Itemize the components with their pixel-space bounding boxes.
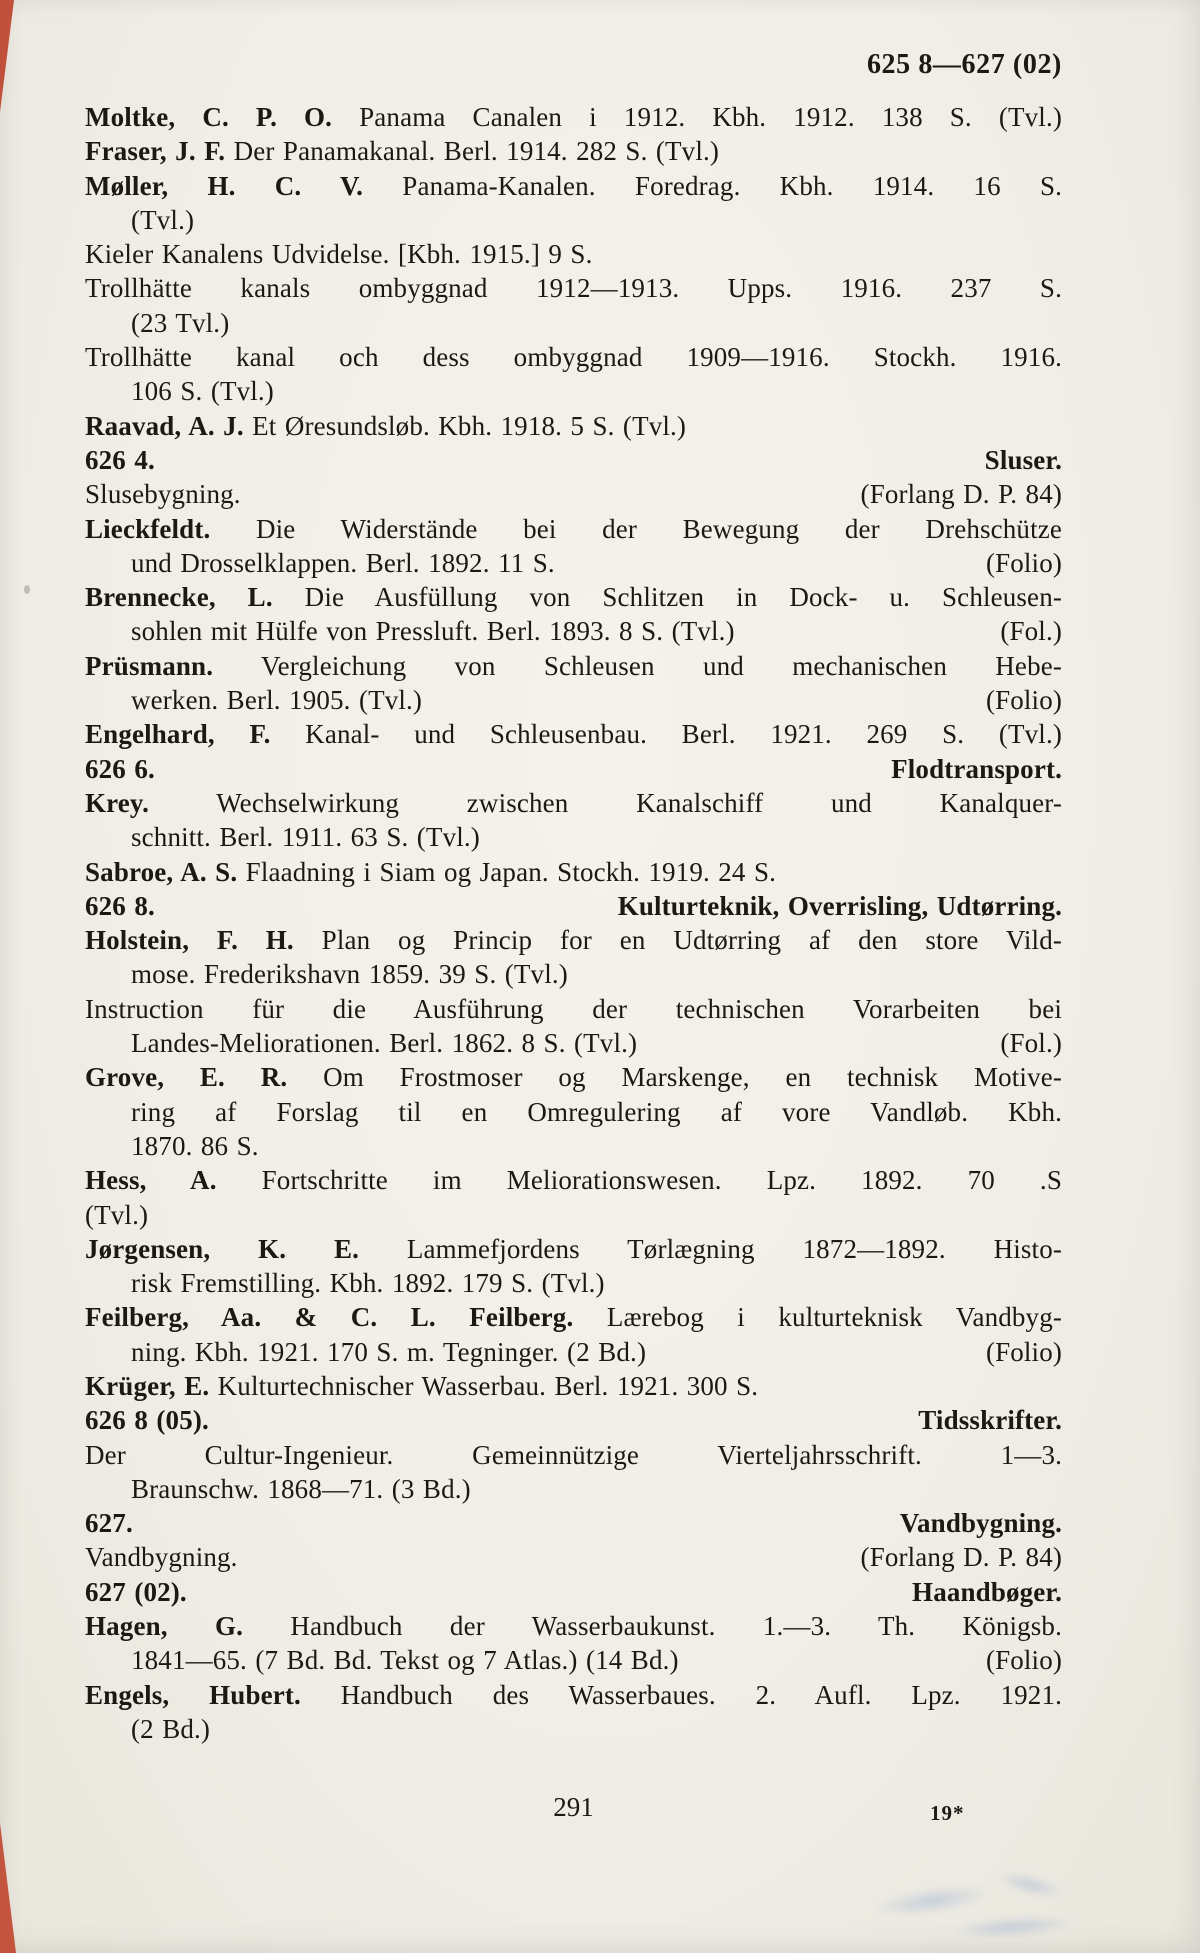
entry-line xyxy=(85,786,1062,820)
scan-artifact-blue-ink xyxy=(871,1880,993,1922)
entry-line xyxy=(85,1369,1062,1403)
entry-line xyxy=(85,1438,1062,1472)
author-name: Engelhard, F. xyxy=(85,719,271,750)
entry-line xyxy=(85,546,1062,580)
entry-text: (2 Bd.) xyxy=(131,1713,211,1744)
entry-text: Die Ausfüllung von Schlitzen in Dock- u. Schleusen- xyxy=(272,582,1062,613)
entry-line xyxy=(85,957,1062,991)
entry-text: Om Frostmoser og Marskenge, en technisk Motive- xyxy=(287,1062,1063,1093)
format-note: (Folio) xyxy=(985,1336,1062,1367)
section-title: Flodtransport. xyxy=(891,753,1062,784)
entry-line xyxy=(85,1300,1062,1334)
entry-text: Die Widerstände bei der Bewegung der Drehschütze xyxy=(210,513,1062,544)
entry-line xyxy=(85,992,1062,1026)
classmark-header: 625 8—627 (02) xyxy=(866,49,1062,80)
entry-text: Landes-Meliorationen. Berl. 1862. 8 S. (Tvl.) xyxy=(131,1028,638,1059)
entry-line xyxy=(85,1232,1062,1266)
section-number: 627. xyxy=(85,1508,133,1539)
format-note: (Folio) xyxy=(985,1645,1062,1676)
author-name: Møller, H. C. V. xyxy=(85,170,364,201)
entry-line xyxy=(85,306,1062,340)
entry-line xyxy=(85,820,1062,854)
entry-line xyxy=(85,409,1062,443)
entry-text: ning. Kbh. 1921. 170 S. m. Tegninger. (2 Bd.) xyxy=(131,1336,647,1367)
entry-text: sohlen mit Hülfe von Pressluft. Berl. 1893. 8 S. (Tvl.) xyxy=(131,616,735,647)
author-name: Sabroe, A. S. xyxy=(85,856,238,887)
format-note: (Forlang D. P. 84) xyxy=(860,1542,1062,1573)
entry-line xyxy=(85,717,1062,751)
entry-text: Flaadning i Siam og Japan. Stockh. 1919. 24 S. xyxy=(237,856,777,887)
section-title: Kulturteknik, Overrisling, Udtørring. xyxy=(617,890,1062,921)
entry-line xyxy=(85,1026,1062,1060)
author-name: Krey. xyxy=(85,787,149,818)
entry-line xyxy=(85,1095,1062,1129)
entry-text: risk Fremstilling. Kbh. 1892. 179 S. (Tvl.) xyxy=(131,1268,605,1299)
section-heading-line xyxy=(85,443,1062,477)
entry-line xyxy=(85,1712,1062,1746)
entry-text: Et Øresundsløb. Kbh. 1918. 5 S. (Tvl.) xyxy=(243,410,687,441)
entry-text: ring af Forslag til en Omregulering af vore Vandløb. Kbh. xyxy=(131,1096,1062,1127)
section-number: 626 8 (05). xyxy=(85,1405,209,1436)
author-name: Engels, Hubert. xyxy=(85,1679,301,1710)
author-name: Hess, A. xyxy=(85,1165,217,1196)
section-title: Sluser. xyxy=(984,444,1062,475)
section-number: 626 6. xyxy=(85,753,155,784)
entry-text: mose. Frederikshavn 1859. 39 S. (Tvl.) xyxy=(131,959,568,990)
entry-line xyxy=(85,374,1062,408)
entry-line xyxy=(85,512,1062,546)
page-number: 291 xyxy=(553,1792,594,1822)
section-heading-line xyxy=(85,889,1062,923)
entry-line xyxy=(85,855,1062,889)
section-heading-line xyxy=(85,1506,1062,1540)
entry-text: Lærebog i kulturteknisk Vandbyg- xyxy=(573,1302,1062,1333)
entry-line xyxy=(85,649,1062,683)
entry-text: Kulturtechnischer Wasserbau. Berl. 1921. 300 S. xyxy=(209,1370,759,1401)
author-name: Lieckfeldt. xyxy=(85,513,211,544)
entry-text: (Tvl.) xyxy=(131,204,195,235)
entry-text: Lammefjordens Tørlægning 1872—1892. Histo- xyxy=(359,1233,1063,1264)
entry-line xyxy=(85,1335,1062,1369)
entry-text: und Drosselklappen. Berl. 1892. 11 S. xyxy=(131,547,555,578)
section-title: Tidsskrifter. xyxy=(918,1405,1062,1436)
entry-line xyxy=(85,1198,1062,1232)
author-name: Holstein, F. H. xyxy=(85,925,294,956)
entry-text: Trollhätte kanals ombyggnad 1912—1913. Upps. 1916. 237 S. xyxy=(85,273,1062,304)
section-heading-line xyxy=(85,1575,1062,1609)
author-name: Hagen, G. xyxy=(85,1611,244,1642)
scan-artifact-top-left xyxy=(0,0,14,112)
author-name: Grove, E. R. xyxy=(85,1062,288,1093)
entry-text: 1870. 86 S. xyxy=(131,1130,259,1161)
author-name: Brennecke, L. xyxy=(85,582,273,613)
entry-text: Slusebygning. xyxy=(85,479,241,510)
scan-artifact-blue-ink xyxy=(947,1911,1078,1942)
section-heading-line xyxy=(85,1403,1062,1437)
entry-text: werken. Berl. 1905. (Tvl.) xyxy=(131,685,423,716)
entry-line xyxy=(85,1678,1062,1712)
entry-text: 106 S. (Tvl.) xyxy=(131,376,274,407)
entry-line xyxy=(85,1163,1062,1197)
entry-line xyxy=(85,271,1062,305)
format-note: (Forlang D. P. 84) xyxy=(860,479,1062,510)
entry-line xyxy=(85,169,1062,203)
entry-line xyxy=(85,237,1062,271)
entry-line xyxy=(85,1609,1062,1643)
format-note: (Folio) xyxy=(985,547,1062,578)
scan-artifact-bottom-left xyxy=(0,1823,16,1953)
entry-text: Der Cultur-Ingenieur. Gemeinnützige Vierteljahrsschrift. 1—3. xyxy=(85,1439,1062,1470)
entry-text: Fortschritte im Meliorationswesen. Lpz. 1892. 70 .S xyxy=(216,1165,1062,1196)
author-name: Moltke, C. P. O. xyxy=(85,102,333,132)
section-title: Haandbøger. xyxy=(912,1576,1062,1607)
section-number: 626 4. xyxy=(85,444,155,475)
entry-text: schnitt. Berl. 1911. 63 S. (Tvl.) xyxy=(131,822,480,853)
entry-text: Handbuch des Wasserbaues. 2. Aufl. Lpz. 1921. xyxy=(300,1679,1062,1710)
entry-text: Der Panamakanal. Berl. 1914. 282 S. (Tvl.) xyxy=(225,136,720,167)
scan-artifact-blue-ink xyxy=(995,1867,1068,1903)
author-name: Raavad, A. J. xyxy=(85,410,244,441)
section-heading-line xyxy=(85,752,1062,786)
entry-line xyxy=(85,1266,1062,1300)
entry-text: Panama-Kanalen. Foredrag. Kbh. 1914. 16 S. xyxy=(363,170,1063,201)
entry-text: 1841—65. (7 Bd. Bd. Tekst og 7 Atlas.) (14 Bd.) xyxy=(131,1645,679,1676)
entry-text: Instruction für die Ausführung der technischen Vorarbeiten bei xyxy=(85,993,1062,1024)
entry-line xyxy=(85,134,1062,168)
entry-text: Kieler Kanalens Udvidelse. [Kbh. 1915.] 9 S. xyxy=(85,239,593,270)
author-name: Prüsmann. xyxy=(85,650,214,681)
entry-line xyxy=(85,100,1062,134)
section-number: 627 (02). xyxy=(85,1576,187,1607)
entry-line xyxy=(85,1129,1062,1163)
section-title: Vandbygning. xyxy=(899,1508,1062,1539)
entry-line xyxy=(85,580,1062,614)
entry-text: Panama Canalen i 1912. Kbh. 1912. 138 S. (Tvl.) xyxy=(332,102,1063,132)
author-name: Fraser, J. F. xyxy=(85,136,226,167)
entry-text: (Tvl.) xyxy=(85,1199,149,1230)
entry-text: Wechselwirkung zwischen Kanalschiff und Kanalquer- xyxy=(149,787,1062,818)
entry-line xyxy=(85,340,1062,374)
entry-text: Plan og Princip for en Udtørring af den store Vild- xyxy=(293,925,1062,956)
entry-line xyxy=(85,683,1062,717)
entry-line xyxy=(85,477,1062,511)
entry-text: Braunschw. 1868—71. (3 Bd.) xyxy=(131,1473,471,1504)
entry-text: Trollhätte kanal och dess ombyggnad 1909—1916. Stockh. 1916. xyxy=(85,342,1062,373)
entry-line xyxy=(85,614,1062,648)
author-name: Krüger, E. xyxy=(85,1370,210,1401)
entry-line xyxy=(85,1472,1062,1506)
entry-line xyxy=(85,1060,1062,1094)
entry-line xyxy=(85,203,1062,237)
section-number: 626 8. xyxy=(85,890,155,921)
format-note: (Folio) xyxy=(985,685,1062,716)
catalog-entries xyxy=(85,100,1062,1746)
entry-line xyxy=(85,1643,1062,1677)
author-name: Feilberg, Aa. & C. L. Feilberg. xyxy=(85,1302,574,1333)
entry-line xyxy=(85,923,1062,957)
author-name: Jørgensen, K. E. xyxy=(85,1233,360,1264)
scan-artifact-dot xyxy=(24,585,30,594)
entry-line xyxy=(85,1540,1062,1574)
format-note: (Fol.) xyxy=(1000,1028,1062,1059)
entry-text: Vandbygning. xyxy=(85,1542,238,1573)
entry-text: Kanal- und Schleusenbau. Berl. 1921. 269 S. (Tvl.) xyxy=(270,719,1062,750)
entry-text: Vergleichung von Schleusen und mechanischen Hebe- xyxy=(213,650,1062,681)
printers-signature: 19* xyxy=(930,1801,965,1825)
entry-text: (23 Tvl.) xyxy=(131,307,230,338)
format-note: (Fol.) xyxy=(1000,616,1062,647)
entry-text: Handbuch der Wasserbaukunst. 1.—3. Th. Königsb. xyxy=(243,1611,1062,1642)
